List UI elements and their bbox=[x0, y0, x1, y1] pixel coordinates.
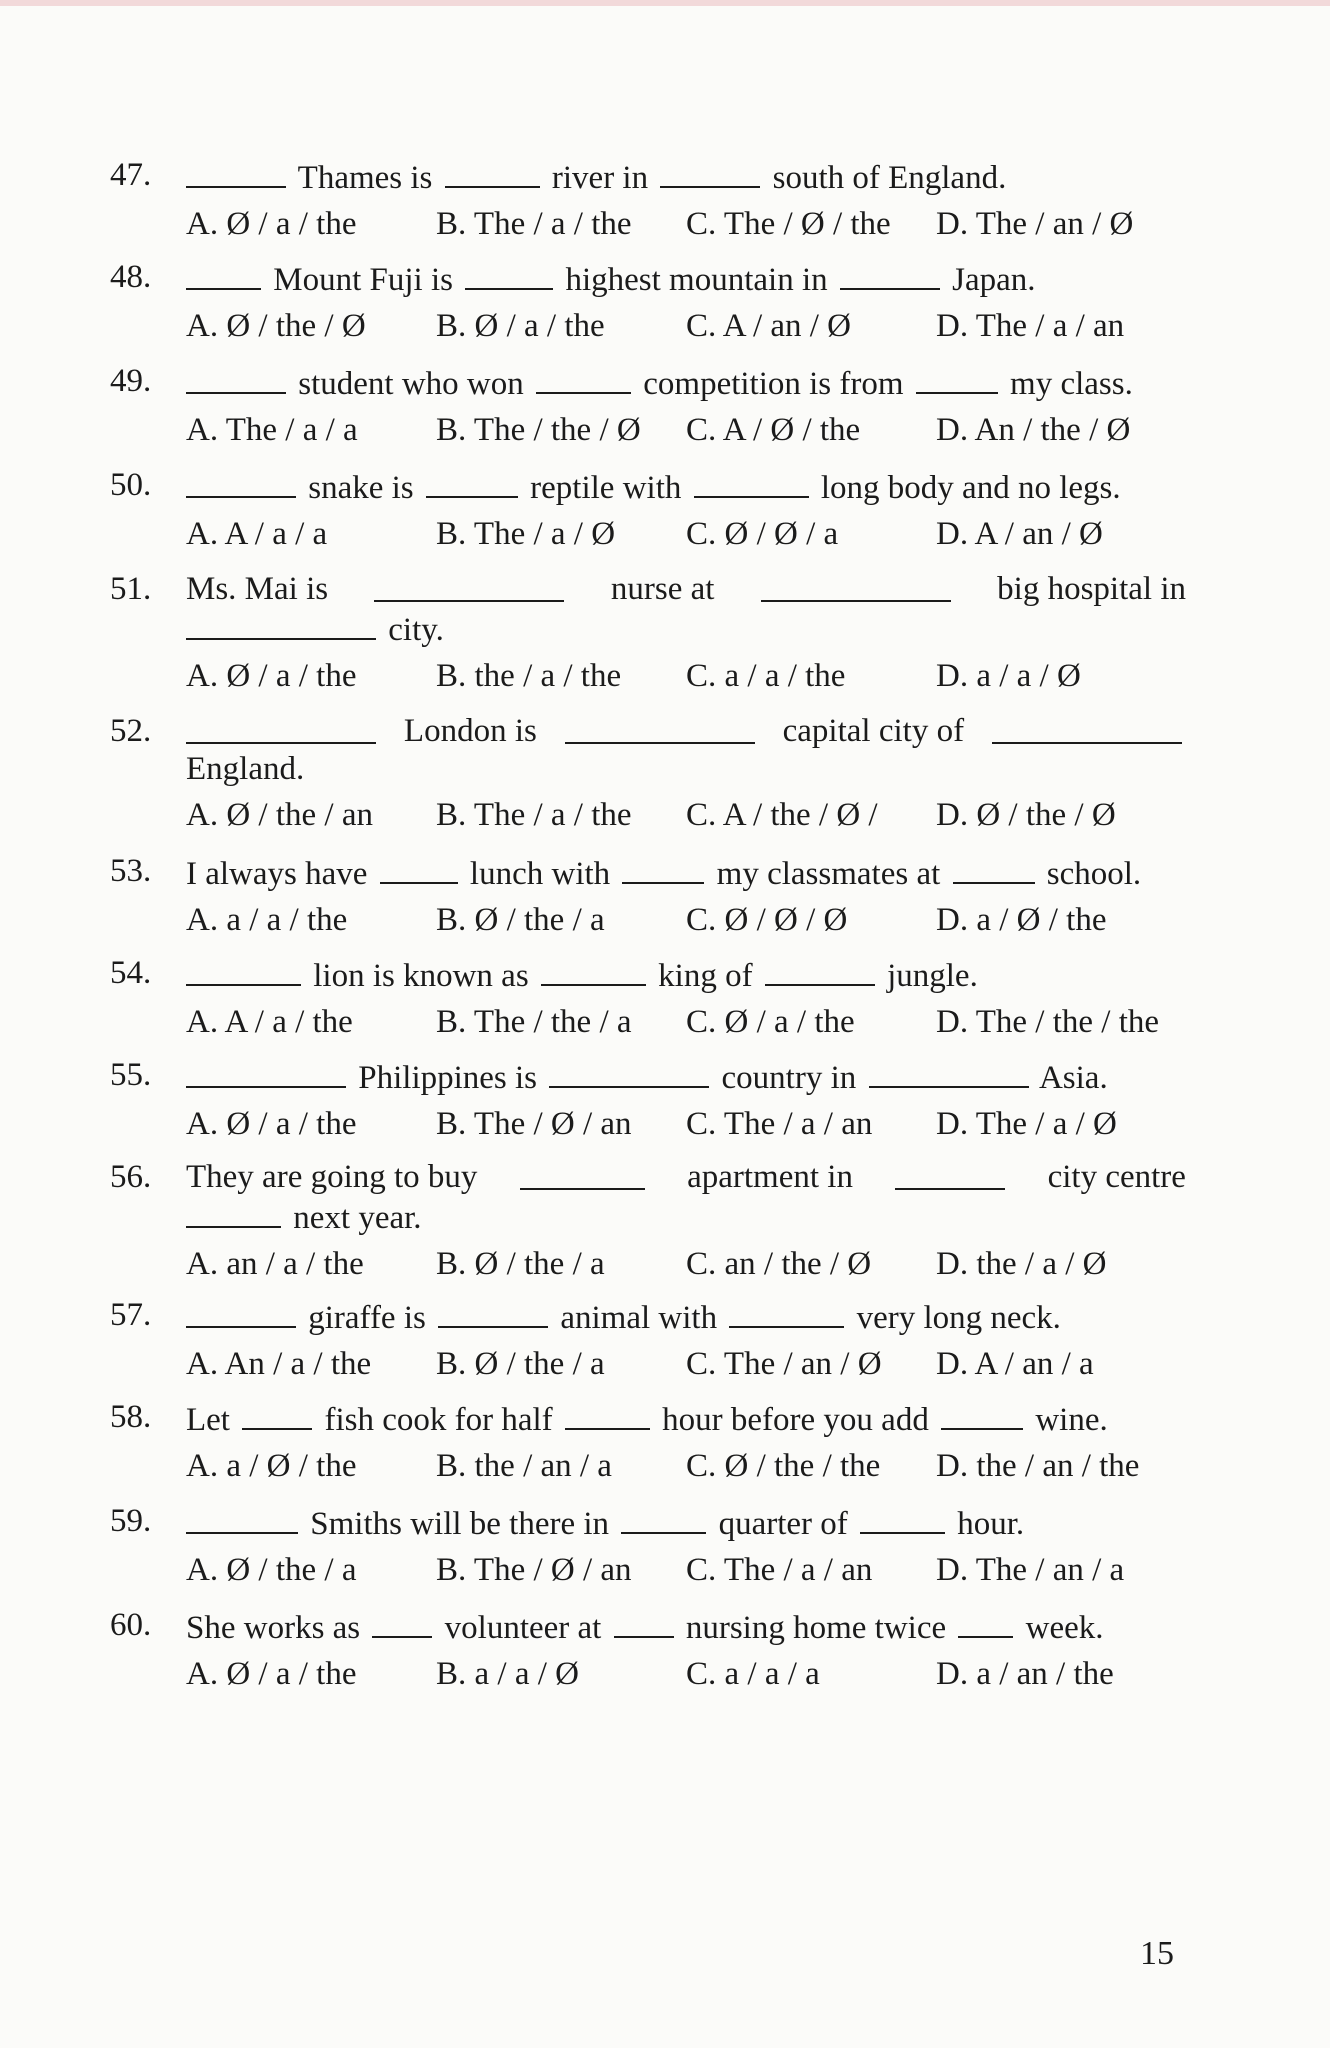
option-d[interactable]: D. A / an / a bbox=[936, 1346, 1094, 1382]
question-54 bbox=[110, 954, 1190, 1041]
answer-options bbox=[186, 796, 1190, 834]
option-b[interactable]: B. Ø / the / a bbox=[436, 1246, 605, 1282]
option-d[interactable]: D. a / an / the bbox=[936, 1656, 1114, 1692]
option-a[interactable]: A. Ø / a / the bbox=[186, 1106, 357, 1142]
option-b[interactable]: B. The / Ø / an bbox=[436, 1552, 632, 1588]
question-number: 49. bbox=[110, 363, 152, 399]
answer-blank[interactable] bbox=[953, 852, 1035, 884]
option-a[interactable]: A. Ø / the / a bbox=[186, 1552, 357, 1588]
question-55 bbox=[110, 1056, 1190, 1143]
answer-options bbox=[186, 1105, 1190, 1143]
option-a[interactable]: A. Ø / a / the bbox=[186, 658, 357, 694]
answer-options bbox=[186, 657, 1190, 695]
answer-blank[interactable] bbox=[242, 1398, 312, 1430]
question-text-continued: next year. bbox=[186, 1196, 1190, 1237]
option-c[interactable]: C. A / the / Ø / bbox=[686, 797, 878, 833]
question-56 bbox=[110, 1158, 1190, 1283]
answer-blank[interactable] bbox=[916, 362, 998, 394]
option-b[interactable]: B. The / a / the bbox=[436, 797, 632, 833]
answer-blank[interactable] bbox=[426, 466, 518, 498]
answer-blank[interactable] bbox=[840, 258, 940, 290]
question-number: 47. bbox=[110, 157, 152, 193]
answer-options bbox=[186, 1447, 1190, 1485]
answer-blank[interactable] bbox=[860, 1502, 945, 1534]
question-59 bbox=[110, 1502, 1190, 1589]
answer-blank[interactable] bbox=[895, 1158, 1005, 1190]
answer-blank[interactable] bbox=[380, 852, 458, 884]
option-c[interactable]: C. Ø / Ø / Ø bbox=[686, 902, 848, 938]
answer-options bbox=[186, 307, 1190, 345]
option-b[interactable]: B. the / an / a bbox=[436, 1448, 612, 1484]
question-text: Smiths will be there in quarter of hour. bbox=[186, 1502, 1190, 1543]
question-text-continued: city. bbox=[186, 608, 1190, 649]
question-number: 57. bbox=[110, 1297, 152, 1333]
option-a[interactable]: A. The / a / a bbox=[186, 412, 358, 448]
question-number: 48. bbox=[110, 259, 152, 295]
option-a[interactable]: A. a / a / the bbox=[186, 902, 348, 938]
question-50 bbox=[110, 466, 1190, 553]
question-number: 59. bbox=[110, 1503, 152, 1539]
option-b[interactable]: B. The / a / the bbox=[436, 206, 632, 242]
option-a[interactable]: A. a / Ø / the bbox=[186, 1448, 357, 1484]
answer-blank[interactable] bbox=[186, 466, 296, 498]
question-text: student who won competition is from my class. bbox=[186, 362, 1190, 403]
answer-blank[interactable] bbox=[992, 712, 1182, 744]
answer-blank[interactable] bbox=[565, 712, 755, 744]
answer-blank[interactable] bbox=[445, 156, 540, 188]
option-c[interactable]: C. The / Ø / the bbox=[686, 206, 891, 242]
option-b[interactable]: B. The / Ø / an bbox=[436, 1106, 632, 1142]
answer-blank[interactable] bbox=[186, 1196, 281, 1228]
answer-options bbox=[186, 1551, 1190, 1589]
answer-blank[interactable] bbox=[520, 1158, 645, 1190]
option-a[interactable]: A. an / a / the bbox=[186, 1246, 364, 1282]
question-60 bbox=[110, 1606, 1190, 1693]
question-text: giraffe is animal with very long neck. bbox=[186, 1296, 1190, 1337]
answer-blank[interactable] bbox=[958, 1606, 1013, 1638]
answer-blank[interactable] bbox=[729, 1296, 844, 1328]
question-text: Thames is river in south of England. bbox=[186, 156, 1190, 197]
option-b[interactable]: B. Ø / the / a bbox=[436, 1346, 605, 1382]
page-top-band bbox=[0, 0, 1330, 6]
answer-options bbox=[186, 515, 1190, 553]
answer-blank[interactable] bbox=[186, 608, 376, 640]
question-number: 52. bbox=[110, 713, 152, 749]
answer-blank[interactable] bbox=[438, 1296, 548, 1328]
question-text-continued: England. bbox=[186, 751, 305, 787]
question-number: 60. bbox=[110, 1607, 152, 1643]
answer-blank[interactable] bbox=[565, 1398, 650, 1430]
option-a[interactable]: A. Ø / a / the bbox=[186, 206, 357, 242]
question-49 bbox=[110, 362, 1190, 449]
answer-blank[interactable] bbox=[186, 954, 301, 986]
question-text: Ms. Mai is nurse at big hospital in bbox=[186, 571, 1186, 607]
option-d[interactable]: D. The / a / an bbox=[936, 308, 1125, 344]
option-c[interactable]: C. The / a / an bbox=[686, 1552, 873, 1588]
option-d[interactable]: D. a / Ø / the bbox=[936, 902, 1107, 938]
answer-blank[interactable] bbox=[869, 1056, 1029, 1088]
answer-blank[interactable] bbox=[186, 1296, 296, 1328]
option-a[interactable]: A. Ø / the / an bbox=[186, 797, 373, 833]
answer-blank[interactable] bbox=[765, 954, 875, 986]
question-51 bbox=[110, 570, 1190, 695]
option-c[interactable]: C. Ø / a / the bbox=[686, 1004, 855, 1040]
answer-options bbox=[186, 1003, 1190, 1041]
answer-blank[interactable] bbox=[374, 570, 564, 602]
answer-blank[interactable] bbox=[186, 1502, 298, 1534]
answer-options bbox=[186, 205, 1190, 243]
question-number: 58. bbox=[110, 1399, 152, 1435]
answer-blank[interactable] bbox=[694, 466, 809, 498]
option-b[interactable]: B. the / a / the bbox=[436, 658, 622, 694]
answer-blank[interactable] bbox=[186, 156, 286, 188]
answer-blank[interactable] bbox=[186, 258, 261, 290]
question-number: 56. bbox=[110, 1159, 152, 1195]
question-number: 55. bbox=[110, 1057, 152, 1093]
answer-blank[interactable] bbox=[660, 156, 760, 188]
option-d[interactable]: D. The / the / the bbox=[936, 1004, 1160, 1040]
option-c[interactable]: C. The / an / Ø bbox=[686, 1346, 882, 1382]
question-text: Mount Fuji is highest mountain in Japan. bbox=[186, 258, 1190, 299]
answer-blank[interactable] bbox=[186, 712, 376, 744]
answer-options bbox=[186, 901, 1190, 939]
option-a[interactable]: A. An / a / the bbox=[186, 1346, 372, 1382]
question-text: snake is reptile with long body and no legs. bbox=[186, 466, 1190, 507]
answer-options bbox=[186, 1345, 1190, 1383]
option-b[interactable]: B. The / the / a bbox=[436, 1004, 632, 1040]
option-a[interactable]: A. Ø / a / the bbox=[186, 1656, 357, 1692]
option-d[interactable]: D. The / an / a bbox=[936, 1552, 1125, 1588]
answer-blank[interactable] bbox=[622, 852, 704, 884]
question-text: She works as volunteer at nursing home twice week. bbox=[186, 1606, 1190, 1647]
answer-blank[interactable] bbox=[614, 1606, 674, 1638]
answer-blank[interactable] bbox=[536, 362, 631, 394]
option-d[interactable]: D. The / an / Ø bbox=[936, 206, 1134, 242]
answer-blank[interactable] bbox=[465, 258, 553, 290]
answer-blank[interactable] bbox=[186, 362, 286, 394]
option-d[interactable]: D. the / a / Ø bbox=[936, 1246, 1107, 1282]
option-d[interactable]: D. The / a / Ø bbox=[936, 1106, 1117, 1142]
option-b[interactable]: B. Ø / the / a bbox=[436, 902, 605, 938]
option-d[interactable]: D. A / an / Ø bbox=[936, 516, 1103, 552]
question-text: lion is known as king of jungle. bbox=[186, 954, 1190, 995]
question-57 bbox=[110, 1296, 1190, 1383]
option-c[interactable]: C. A / Ø / the bbox=[686, 412, 861, 448]
question-52 bbox=[110, 712, 1190, 834]
question-number: 51. bbox=[110, 571, 152, 607]
option-c[interactable]: C. an / the / Ø bbox=[686, 1246, 872, 1282]
question-48 bbox=[110, 258, 1190, 345]
option-c[interactable]: C. The / a / an bbox=[686, 1106, 873, 1142]
option-b[interactable]: B. Ø / a / the bbox=[436, 308, 605, 344]
option-a[interactable]: A. A / a / the bbox=[186, 1004, 353, 1040]
option-c[interactable]: C. Ø / Ø / a bbox=[686, 516, 839, 552]
question-58 bbox=[110, 1398, 1190, 1485]
answer-blank[interactable] bbox=[941, 1398, 1023, 1430]
option-c[interactable]: C. a / a / a bbox=[686, 1656, 820, 1692]
option-b[interactable]: B. The / a / Ø bbox=[436, 516, 616, 552]
question-text: They are going to buy apartment in city centre bbox=[186, 1159, 1186, 1195]
answer-options bbox=[186, 1655, 1190, 1693]
option-d[interactable]: D. a / a / Ø bbox=[936, 658, 1081, 694]
question-53 bbox=[110, 852, 1190, 939]
option-d[interactable]: D. An / the / Ø bbox=[936, 412, 1131, 448]
option-a[interactable]: A. Ø / the / Ø bbox=[186, 308, 366, 344]
option-b[interactable]: B. a / a / Ø bbox=[436, 1656, 579, 1692]
answer-blank[interactable] bbox=[621, 1502, 706, 1534]
question-text: London is capital city of bbox=[186, 712, 1186, 750]
answer-blank[interactable] bbox=[549, 1056, 709, 1088]
question-number: 53. bbox=[110, 853, 152, 889]
option-d[interactable]: D. the / an / the bbox=[936, 1448, 1140, 1484]
option-a[interactable]: A. A / a / a bbox=[186, 516, 328, 552]
option-d[interactable]: D. Ø / the / Ø bbox=[936, 797, 1116, 833]
question-47 bbox=[110, 156, 1190, 243]
question-number: 54. bbox=[110, 955, 152, 991]
answer-blank[interactable] bbox=[761, 570, 951, 602]
question-text: Let fish cook for half hour before you add wine. bbox=[186, 1398, 1190, 1439]
question-text: I always have lunch with my classmates at school. bbox=[186, 852, 1190, 893]
option-c[interactable]: C. a / a / the bbox=[686, 658, 846, 694]
question-number: 50. bbox=[110, 467, 152, 503]
answer-blank[interactable] bbox=[541, 954, 646, 986]
page-number: 15 bbox=[1140, 1935, 1174, 1972]
answer-blank[interactable] bbox=[186, 1056, 346, 1088]
option-c[interactable]: C. A / an / Ø bbox=[686, 308, 852, 344]
question-text: Philippines is country in Asia. bbox=[186, 1056, 1190, 1097]
answer-blank[interactable] bbox=[372, 1606, 432, 1638]
option-b[interactable]: B. The / the / Ø bbox=[436, 412, 641, 448]
option-c[interactable]: C. Ø / the / the bbox=[686, 1448, 881, 1484]
answer-options bbox=[186, 1245, 1190, 1283]
answer-options bbox=[186, 411, 1190, 449]
